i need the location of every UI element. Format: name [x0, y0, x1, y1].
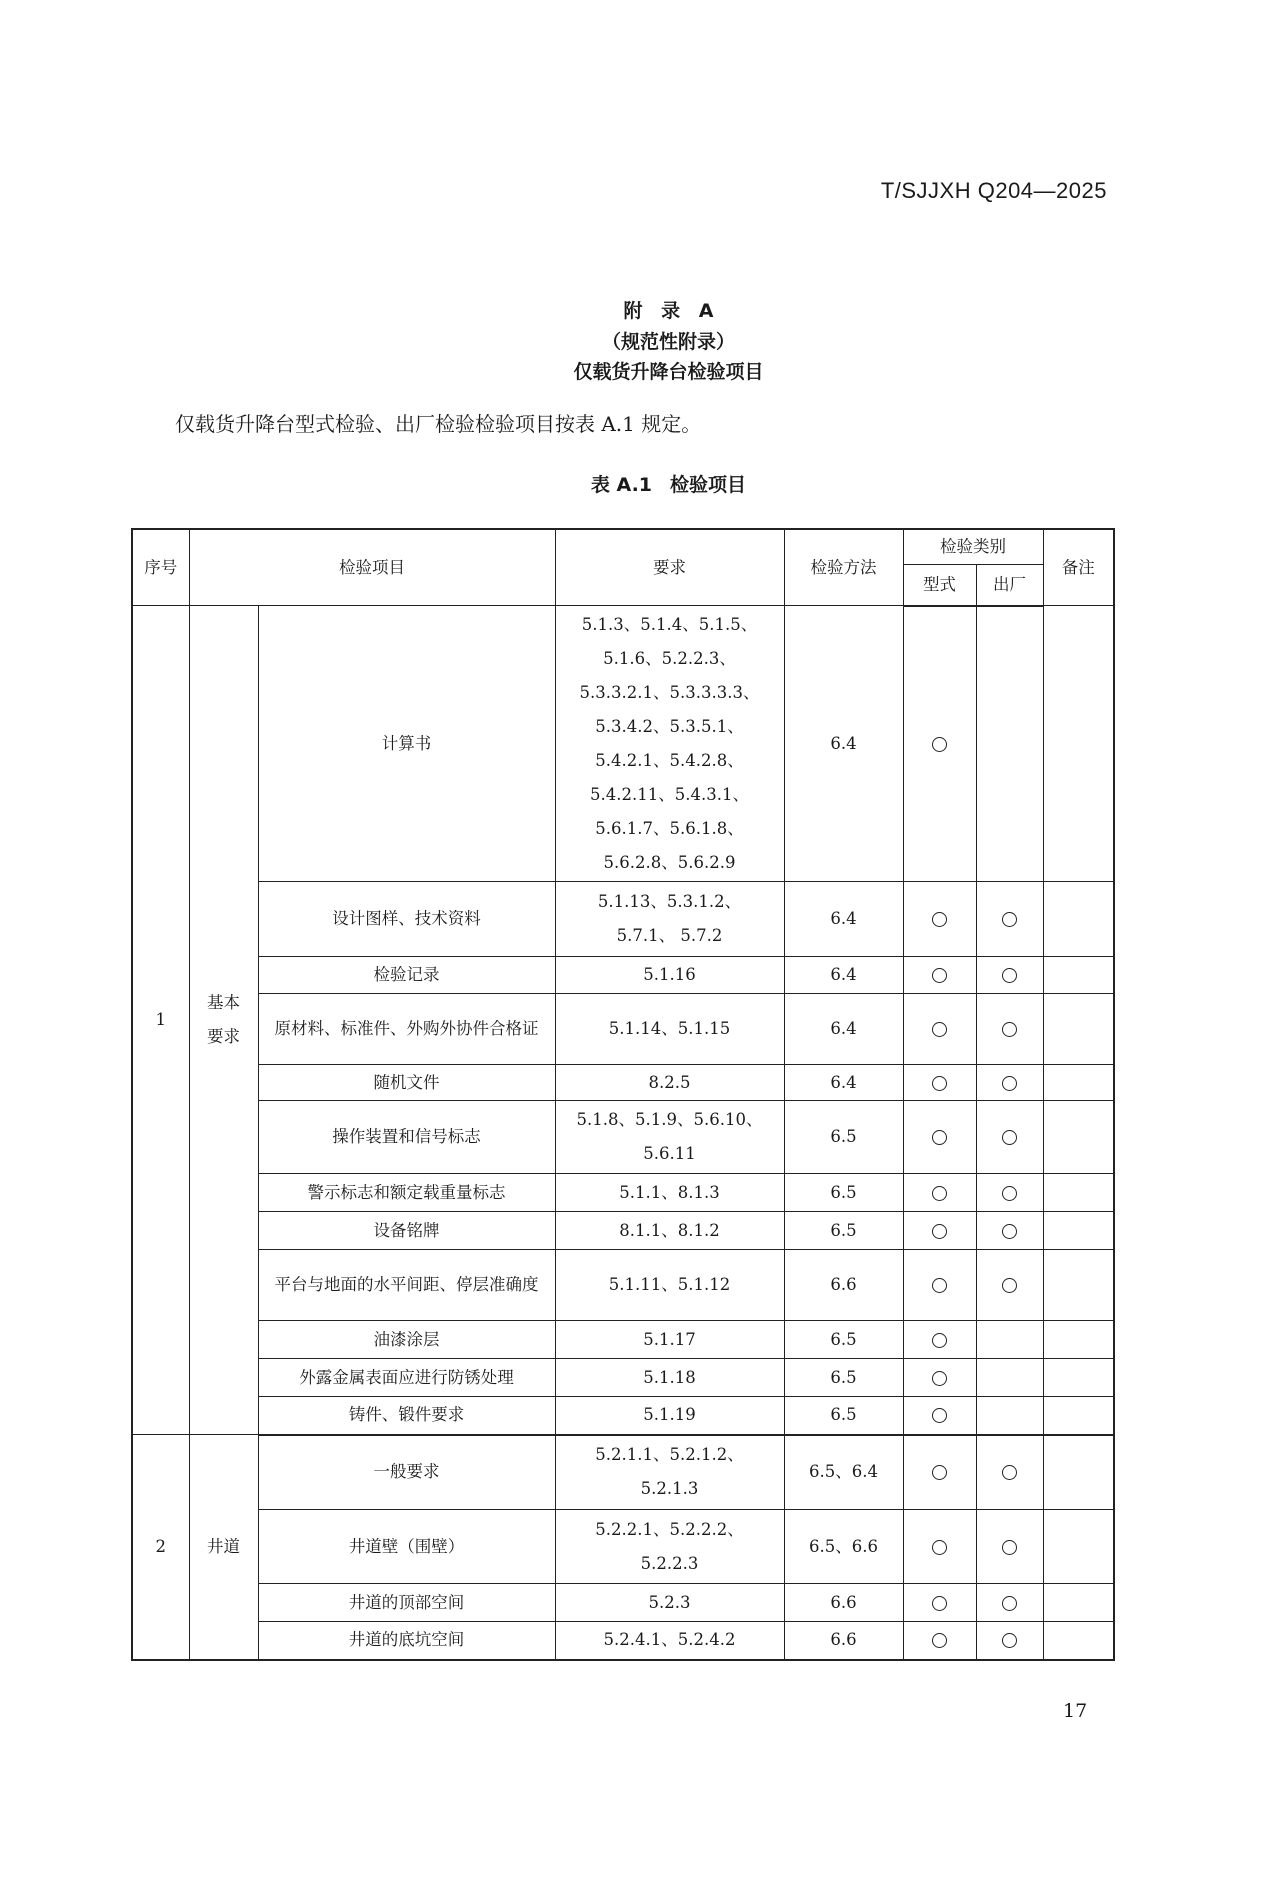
circle-mark-icon	[1002, 1130, 1017, 1145]
cell-type-test	[903, 957, 976, 994]
cell-type-test	[903, 994, 976, 1065]
header-seq: 序号	[132, 529, 189, 606]
cell-method: 6.6	[784, 1622, 903, 1660]
cell-method: 6.4	[784, 606, 903, 882]
cell-item: 铸件、锻件要求	[258, 1397, 555, 1435]
cell-method: 6.4	[784, 882, 903, 957]
cell-item: 操作装置和信号标志	[258, 1101, 555, 1174]
cell-factory-test	[976, 1397, 1043, 1435]
cell-remarks	[1043, 1065, 1114, 1101]
cell-remarks	[1043, 606, 1114, 882]
cell-method: 6.5	[784, 1174, 903, 1212]
cell-requirement: 5.1.14、5.1.15	[555, 994, 784, 1065]
cell-method: 6.5	[784, 1101, 903, 1174]
cell-item: 井道壁（围壁）	[258, 1510, 555, 1584]
cell-method: 6.6	[784, 1250, 903, 1321]
cell-requirement: 5.1.17	[555, 1321, 784, 1359]
cell-item: 平台与地面的水平间距、停层准确度	[258, 1250, 555, 1321]
cell-item: 一般要求	[258, 1435, 555, 1510]
circle-mark-icon	[932, 1130, 947, 1145]
cell-remarks	[1043, 1321, 1114, 1359]
cell-method: 6.5、6.6	[784, 1510, 903, 1584]
group-name: 基本要求	[189, 606, 258, 1435]
circle-mark-icon	[932, 1278, 947, 1293]
cell-item: 原材料、标准件、外购外协件合格证	[258, 994, 555, 1065]
cell-factory-test	[976, 1584, 1043, 1622]
circle-mark-icon	[932, 912, 947, 927]
table-caption-number: 表 A.1	[590, 474, 653, 496]
cell-factory-test	[976, 1321, 1043, 1359]
cell-remarks	[1043, 1397, 1114, 1435]
cell-method: 6.5	[784, 1212, 903, 1250]
circle-mark-icon	[932, 1408, 947, 1423]
cell-factory-test	[976, 957, 1043, 994]
cell-method: 6.4	[784, 994, 903, 1065]
cell-type-test	[903, 606, 976, 882]
cell-remarks	[1043, 1359, 1114, 1397]
cell-requirement: 5.1.16	[555, 957, 784, 994]
circle-mark-icon	[932, 1076, 947, 1091]
cell-requirement: 5.1.18	[555, 1359, 784, 1397]
cell-requirement: 5.1.19	[555, 1397, 784, 1435]
header-factory-test: 出厂	[976, 565, 1043, 606]
group-seq: 2	[132, 1435, 189, 1660]
cell-method: 6.5	[784, 1359, 903, 1397]
cell-item: 警示标志和额定载重量标志	[258, 1174, 555, 1212]
inspection-table	[131, 528, 1115, 1661]
cell-type-test	[903, 1359, 976, 1397]
cell-item: 计算书	[258, 606, 555, 882]
appendix-subtitle: （规范性附录）	[601, 331, 735, 353]
table-row	[132, 882, 1114, 957]
cell-remarks	[1043, 882, 1114, 957]
cell-type-test	[903, 1250, 976, 1321]
cell-requirement: 5.2.3	[555, 1584, 784, 1622]
circle-mark-icon	[1002, 1596, 1017, 1611]
table-body	[132, 606, 1114, 1660]
table-caption	[29, 470, 1279, 497]
cell-method: 6.6	[784, 1584, 903, 1622]
cell-type-test	[903, 1212, 976, 1250]
circle-mark-icon	[932, 1333, 947, 1348]
group-seq: 1	[132, 606, 189, 1435]
circle-mark-icon	[1002, 1633, 1017, 1648]
cell-method: 6.5	[784, 1397, 903, 1435]
table-row	[132, 1065, 1114, 1101]
table-row	[132, 994, 1114, 1065]
cell-item: 井道的顶部空间	[258, 1584, 555, 1622]
cell-remarks	[1043, 1101, 1114, 1174]
cell-remarks	[1043, 1174, 1114, 1212]
cell-method: 6.5	[784, 1321, 903, 1359]
cell-remarks	[1043, 1584, 1114, 1622]
cell-remarks	[1043, 994, 1114, 1065]
cell-requirement: 5.2.1.1、5.2.1.2、 5.2.1.3	[555, 1435, 784, 1510]
cell-remarks	[1043, 957, 1114, 994]
cell-type-test	[903, 1101, 976, 1174]
circle-mark-icon	[932, 1186, 947, 1201]
cell-factory-test	[976, 1359, 1043, 1397]
table-row	[132, 1584, 1114, 1622]
circle-mark-icon	[932, 1022, 947, 1037]
table-row	[132, 1435, 1114, 1510]
cell-requirement: 8.1.1、8.1.2	[555, 1212, 784, 1250]
table-row	[132, 1510, 1114, 1584]
circle-mark-icon	[1002, 1022, 1017, 1037]
circle-mark-icon	[1002, 1186, 1017, 1201]
header-type-test: 型式	[903, 565, 976, 606]
cell-requirement: 5.1.11、5.1.12	[555, 1250, 784, 1321]
cell-factory-test	[976, 1510, 1043, 1584]
cell-type-test	[903, 1435, 976, 1510]
group-name: 井道	[189, 1435, 258, 1660]
cell-method: 6.4	[784, 1065, 903, 1101]
table-row	[132, 1359, 1114, 1397]
cell-factory-test	[976, 1065, 1043, 1101]
cell-requirement: 5.1.3、5.1.4、5.1.5、 5.1.6、5.2.2.3、 5.3.3.2.1、5.3.3.3.3、 5.3.4.2、5.3.5.1、 5.4.2.1、5.4.2.8、 5.4.2.11、5.4.3.1、 5.6.1.7、5.6.1.8、 5.6.2.8、5.6.2.9	[555, 606, 784, 882]
cell-requirement: 8.2.5	[555, 1065, 784, 1101]
cell-type-test	[903, 1174, 976, 1212]
cell-requirement: 5.1.13、5.3.1.2、5.7.1、 5.7.2	[555, 882, 784, 957]
cell-factory-test	[976, 1250, 1043, 1321]
circle-mark-icon	[1002, 1540, 1017, 1555]
cell-type-test	[903, 1622, 976, 1660]
table-row	[132, 957, 1114, 994]
standard-code: T/SJJXH Q204—2025	[880, 178, 1107, 203]
header-category: 检验类别	[903, 529, 1043, 565]
circle-mark-icon	[932, 1596, 947, 1611]
cell-remarks	[1043, 1622, 1114, 1660]
cell-type-test	[903, 1397, 976, 1435]
cell-item: 设备铭牌	[258, 1212, 555, 1250]
cell-factory-test	[976, 1435, 1043, 1510]
table-caption-title: 检验项目	[670, 474, 747, 496]
circle-mark-icon	[932, 1465, 947, 1480]
header-remarks: 备注	[1043, 529, 1114, 606]
circle-mark-icon	[1002, 1076, 1017, 1091]
circle-mark-icon	[932, 737, 947, 752]
circle-mark-icon	[1002, 1224, 1017, 1239]
cell-requirement: 5.1.1、8.1.3	[555, 1174, 784, 1212]
cell-remarks	[1043, 1510, 1114, 1584]
header-method: 检验方法	[784, 529, 903, 606]
circle-mark-icon	[1002, 912, 1017, 927]
cell-factory-test	[976, 606, 1043, 882]
cell-item: 井道的底坑空间	[258, 1622, 555, 1660]
appendix-title: 附 录 A	[623, 300, 714, 322]
cell-type-test	[903, 1584, 976, 1622]
circle-mark-icon	[932, 968, 947, 983]
table-row	[132, 1622, 1114, 1660]
cell-factory-test	[976, 1212, 1043, 1250]
cell-factory-test	[976, 994, 1043, 1065]
circle-mark-icon	[932, 1224, 947, 1239]
page-number: 17	[1063, 1700, 1088, 1722]
circle-mark-icon	[1002, 968, 1017, 983]
cell-factory-test	[976, 1101, 1043, 1174]
table-row	[132, 606, 1114, 882]
cell-type-test	[903, 1510, 976, 1584]
cell-requirement: 5.1.8、5.1.9、5.6.10、 5.6.11	[555, 1101, 784, 1174]
circle-mark-icon	[932, 1633, 947, 1648]
cell-type-test	[903, 1321, 976, 1359]
circle-mark-icon	[1002, 1465, 1017, 1480]
table-row	[132, 1174, 1114, 1212]
intro-paragraph: 仅载货升降台型式检验、出厂检验检验项目按表 A.1 规定。	[175, 412, 702, 436]
cell-type-test	[903, 1065, 976, 1101]
circle-mark-icon	[1002, 1278, 1017, 1293]
cell-item: 检验记录	[258, 957, 555, 994]
cell-item: 随机文件	[258, 1065, 555, 1101]
cell-method: 6.5、6.4	[784, 1435, 903, 1510]
circle-mark-icon	[932, 1540, 947, 1555]
table-row	[132, 1397, 1114, 1435]
cell-requirement: 5.2.4.1、5.2.4.2	[555, 1622, 784, 1660]
table-row	[132, 1321, 1114, 1359]
circle-mark-icon	[932, 1371, 947, 1386]
cell-item: 外露金属表面应进行防锈处理	[258, 1359, 555, 1397]
cell-item: 设计图样、技术资料	[258, 882, 555, 957]
cell-remarks	[1043, 1250, 1114, 1321]
cell-method: 6.4	[784, 957, 903, 994]
cell-item: 油漆涂层	[258, 1321, 555, 1359]
cell-remarks	[1043, 1435, 1114, 1510]
appendix-heading: 仅载货升降台检验项目	[573, 361, 764, 383]
cell-requirement: 5.2.2.1、5.2.2.2、 5.2.2.3	[555, 1510, 784, 1584]
table-row	[132, 1250, 1114, 1321]
cell-remarks	[1043, 1212, 1114, 1250]
cell-factory-test	[976, 1174, 1043, 1212]
table-row	[132, 1212, 1114, 1250]
cell-factory-test	[976, 1622, 1043, 1660]
cell-type-test	[903, 882, 976, 957]
cell-factory-test	[976, 882, 1043, 957]
header-requirement: 要求	[555, 529, 784, 606]
table-row	[132, 1101, 1114, 1174]
header-item: 检验项目	[189, 529, 555, 606]
